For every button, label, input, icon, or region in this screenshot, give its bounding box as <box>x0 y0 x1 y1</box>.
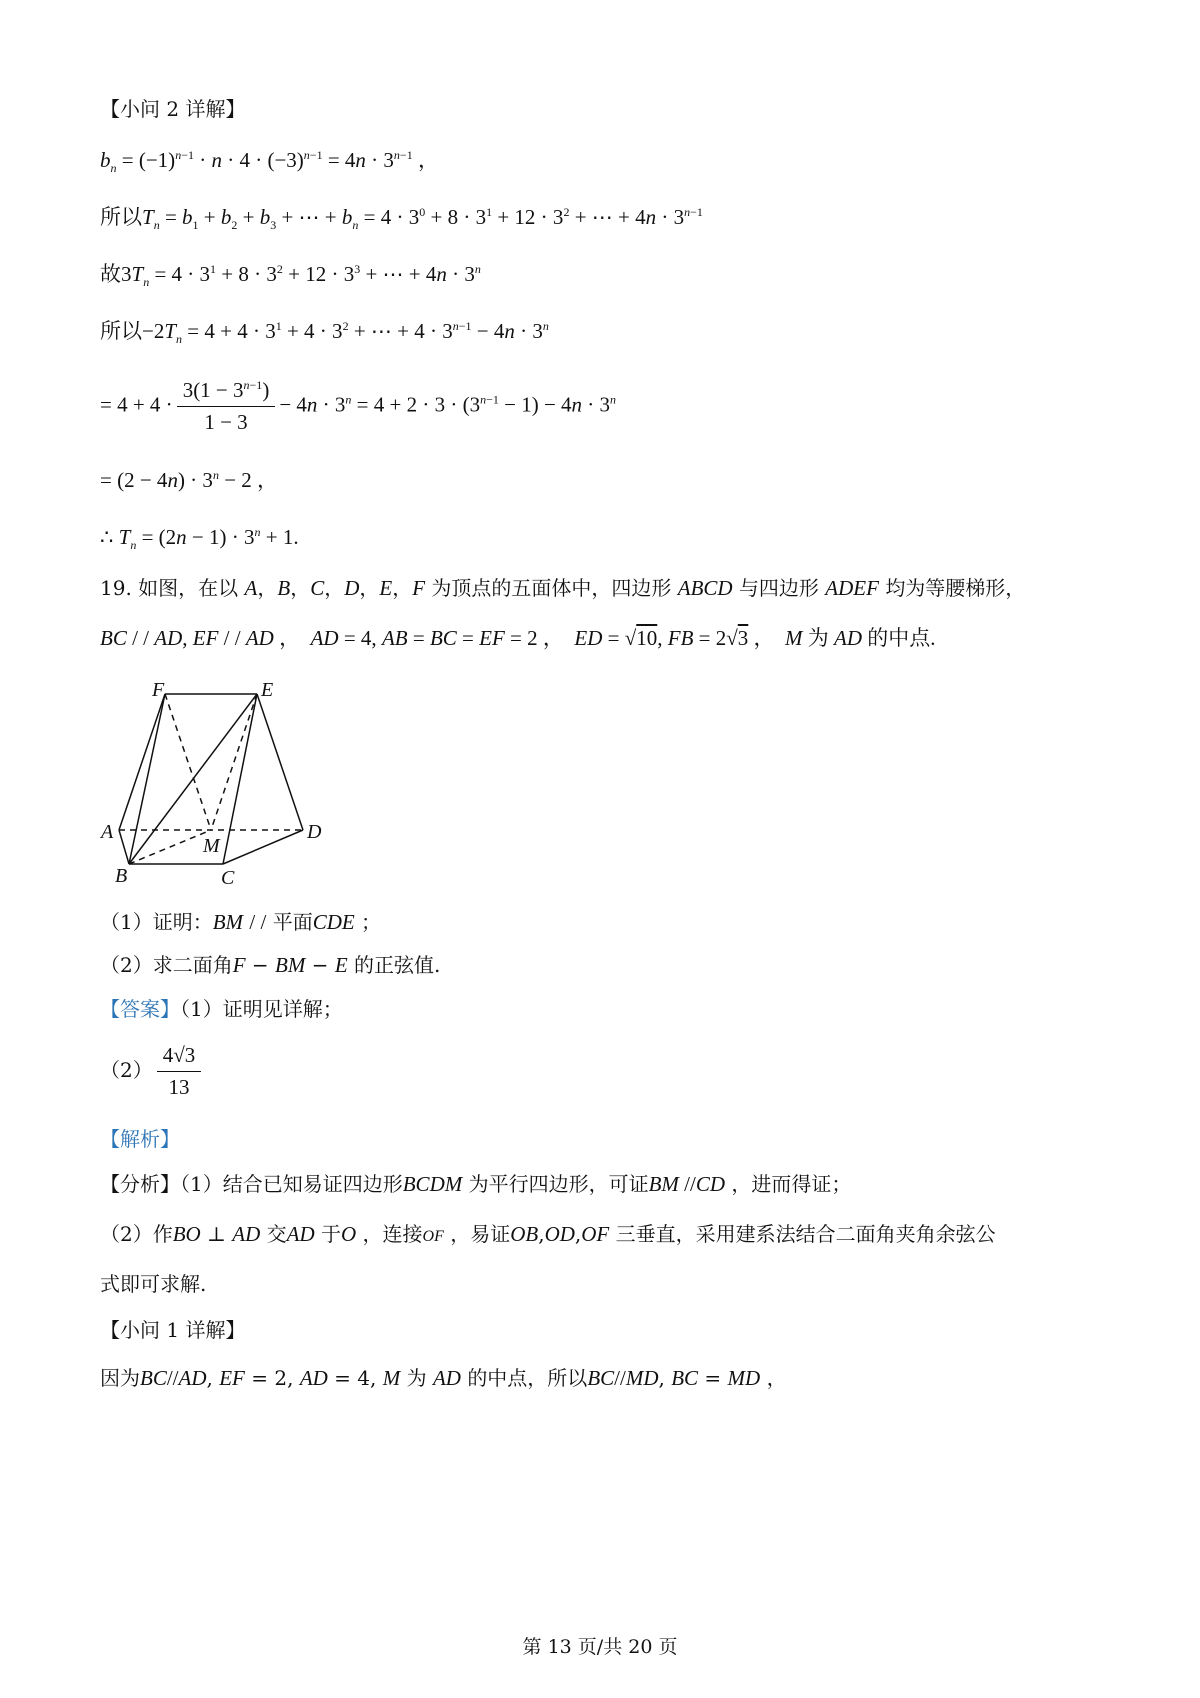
question-1: （1）证明：BM / / 平面CDE ； <box>100 910 382 934</box>
label-M: M <box>203 835 220 857</box>
edge-FA <box>119 694 165 830</box>
label-D: D <box>307 821 322 843</box>
pentahedron-figure <box>95 672 345 892</box>
section-header-xiaowen1: 【小问 1 详解】 <box>100 1318 246 1342</box>
label-A: A <box>101 821 114 843</box>
fenxi-line-2: （2）作BO ⊥ AD 交AD 于O ，连接OF ，易证OB,OD,OF 三垂直，采用建系法结合二面角夹角余弦公 <box>100 1222 996 1246</box>
formula-3tn: 故$3T_n = 4 \cdot 3^1 + 8 \cdot 3^2 + 12 \cdot 3^3$ + ⋯ + $4n \cdot 3^n$ <box>100 262 481 290</box>
formula-minus2tn: 所以$-2T_n = 4 + 4 \cdot 3^1 + 4 \cdot 3^2$ + ⋯ + $4 \cdot 3^{n-1} - 4n \cdot 3^n$ <box>100 319 549 347</box>
formula-geometric-sum: = 4 + 4 · $\frac{3(1 - 3^{n-1})}{1 - 3}$ − $4n \cdot 3^n = 4 + 2 \cdot 3 \cdot (3^{n-1} - 1) - 4n \cdot 3^n$ <box>100 378 617 435</box>
problem-19-stem: 19. 如图，在以 A，B，C，D，E，F 为顶点的五面体中，四边形 ABCD 与四边形 ADEF 均为等腰梯形， <box>100 576 1026 600</box>
edge-CD <box>223 830 303 864</box>
label-C: C <box>221 867 235 889</box>
formula-simplify: = $(2 - 4n) \cdot 3^n - 2$ ， <box>100 468 279 492</box>
fenxi-line-1: 【分析】（1）结合已知易证四边形BCDM 为平行四边形，可证BM //CD ，进而得证； <box>100 1172 852 1196</box>
edge-FB <box>129 694 165 864</box>
fenxi-line-3: 式即可求解. <box>100 1272 207 1296</box>
answer-line-1: 【答案】（1）证明见详解； <box>100 997 343 1021</box>
formula-result-tn: ∴ $T_n = (2n - 1) \cdot 3^n + 1$. <box>100 525 299 553</box>
formula-bn: $b_n = (-1)^{n-1} \cdot n \cdot 4 \cdot (-3)^{n-1} = 4n \cdot 3^{n-1}$ ， <box>100 148 439 176</box>
problem-19-conditions: BC / / AD, EF / / AD ， AD = 4, AB = BC = EF = 2 ， ED = √10, FB = 2√3 ， M 为 AD 的中点. <box>100 626 936 650</box>
label-B: B <box>115 865 128 887</box>
label-E: E <box>261 679 274 701</box>
answer-tag: 【答案】 <box>100 997 180 1021</box>
page-footer: 第 13 页/共 20 页 <box>522 1636 678 1658</box>
formula-tn-sum: 所以$T_n = b_1 + b_2 + b_3$ + ⋯ + $b_n = 4 \cdot 3^0 + 8 \cdot 3^1 + 12 \cdot 3^2$ + ⋯ + $4n \cdot 3^{n-1}$ <box>100 205 703 233</box>
analysis-tag: 【解析】 <box>100 1127 180 1151</box>
answer-line-2: （2） $\frac{4√3}{13}$ <box>100 1043 205 1100</box>
edge-ED <box>257 694 303 830</box>
edge-FM-hidden <box>165 694 211 830</box>
detail-1-line: 因为BC//AD, EF = 2, AD = 4, M 为 AD 的中点，所以BC//MD, BC = MD ， <box>100 1366 787 1390</box>
label-F: F <box>152 679 165 701</box>
edge-AB <box>119 830 129 864</box>
section-header-xiaowen2: 【小问 2 详解】 <box>100 97 246 121</box>
question-2: （2）求二面角F − BM − E 的正弦值. <box>100 953 441 977</box>
